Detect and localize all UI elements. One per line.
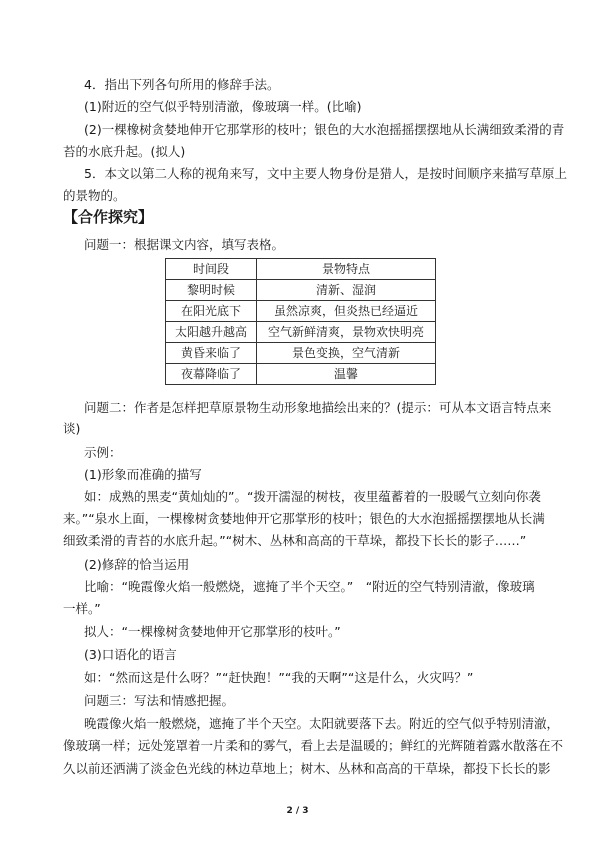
table-cell: 黄昏来临了 [166,343,257,364]
table-cell: 温馨 [257,364,436,385]
question-5-line-1: 5．本文以第二人称的视角来写，文中主要人物身份是猎人，是按时间顺序来描写草原上 [84,166,567,181]
table-cell: 在阳光底下 [166,301,257,322]
example-1-line-2: 来。”“泉水上面，一棵橡树贪婪地伸开它那掌形的枝叶；银色的大水泡摇摇摆摆地从长满 [63,511,545,526]
problem-2-line-2: 谈) [63,421,81,436]
problem-2-line-1: 问题二：作者是怎样把草原景物生动形象地描绘出来的？(提示：可从本文语言特点来 [84,400,552,415]
table-row [166,343,436,364]
table-cell: 黎明时候 [166,280,257,301]
problem-3-text-line-3: 久以前还洒满了淡金色光线的林边草地上；树木、丛林和高高的干草垛，都投下长长的影 [63,761,551,776]
example-1-line-3: 细致柔滑的青苔的水底升起。”“树木、丛林和高高的干草垛，都投下长长的影子……” [63,533,527,548]
example-3-line-1: 如：“然而这是什么呀？”“赶快跑！”“我的天啊”“这是什么，火灾吗？” [84,670,474,685]
page-number: 2 / 3 [286,806,309,816]
question-4-item-2-line-2: 苔的水底升起。(拟人) [63,144,186,159]
example-2-line-2: 一样。” [63,601,101,616]
example-2-title: (2)修辞的恰当运用 [84,557,190,572]
table-cell: 虽然凉爽，但炎热已经逼近 [257,301,436,322]
question-4-item-1: (1)附近的空气似乎特别清澈，像玻璃一样。(比喻) [84,99,362,114]
problem-3-text-line-1: 晚霞像火焰一般燃烧，遮掩了半个天空。太阳就要落下去。附近的空气似乎特别清澈， [84,716,560,731]
table-cell: 夜幕降临了 [166,364,257,385]
table-header-cell: 时间段 [166,259,257,280]
question-4: 4．指出下列各句所用的修辞手法。 [84,77,280,92]
table-row [166,322,436,343]
table-cell: 清新、湿润 [257,280,436,301]
table-row [166,301,436,322]
example-1-title: (1)形象而准确的描写 [84,467,202,482]
problem-1: 问题一：根据课文内容，填写表格。 [84,237,285,252]
table-header-cell: 景物特点 [257,259,436,280]
section-title: 【合作探究】 [63,208,154,226]
problem-3-text-line-2: 像玻璃一样；远处笼罩着一片柔和的雾气，看上去是温暖的；鲜红的光辉随着露水散落在不 [63,738,564,753]
example-3-title: (3)口语化的语言 [84,647,177,662]
table-header-row [166,259,436,280]
example-2-line-1: 比喻：“晚霞像火焰一般燃烧，遮掩了半个天空。” “附近的空气特别清澈，像玻璃 [84,579,535,594]
table-cell: 景色变换，空气清新 [257,343,436,364]
problem-3: 问题三：写法和情感把握。 [84,693,235,708]
question-5-line-2: 的景物的。 [63,188,126,203]
table-row [166,364,436,385]
table-cell: 空气新鲜清爽，景物欢快明亮 [257,322,436,343]
table-cell: 太阳越升越高 [166,322,257,343]
scenery-table [165,258,436,385]
example-2-line-3: 拟人：“一棵橡树贪婪地伸开它那掌形的枝叶。” [84,624,341,639]
example-1-line-1: 如：成熟的黑麦“黄灿灿的”。“拨开濡湿的树枝，夜里蕴蓄着的一股暖气立刻向你袭 [84,489,541,504]
table-row [166,280,436,301]
example-label: 示例： [84,445,122,460]
question-4-item-2-line-1: (2)一棵橡树贪婪地伸开它那掌形的枝叶；银色的大水泡摇摇摆摆地从长满细致柔滑的青 [84,122,565,137]
